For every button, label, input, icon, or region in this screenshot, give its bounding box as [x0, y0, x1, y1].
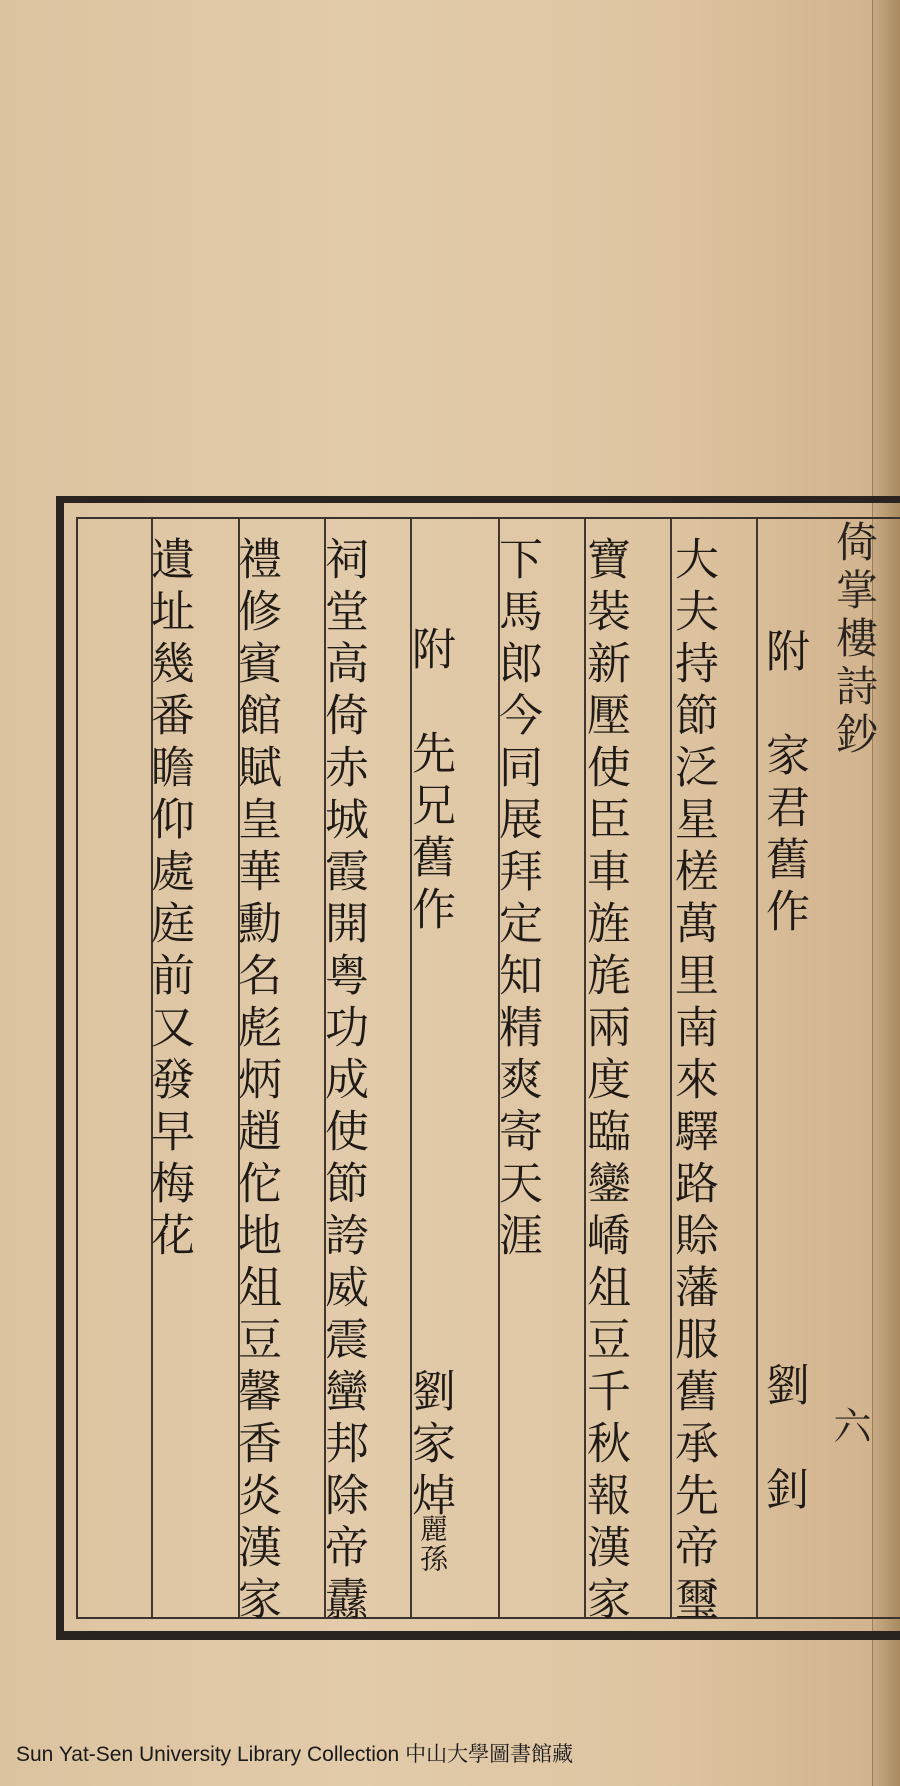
column-poem-line: 禮修賓館賦皇華勳名彪炳趙佗地俎豆馨香炎漢家: [230, 536, 281, 1628]
column-poem-line: 遺址幾番瞻仰處庭前又發早梅花: [143, 536, 194, 1264]
column-author-2-courtesy: 麗孫: [416, 1514, 449, 1574]
edge-title: 倚掌樓詩鈔: [830, 520, 879, 760]
column-poem-line: 下馬郎今同展拜定知精爽寄天涯: [491, 536, 542, 1264]
column-attribution-2: 附 先兄舊作: [404, 626, 455, 938]
column-author-1: 劉 釗: [758, 1362, 809, 1518]
collection-footer: Sun Yat-Sen University Library Collection 中山大學圖書館藏: [16, 1743, 574, 1766]
column-poem-line: 寶裝新壓使臣車旌旄兩度臨鑾嶠俎豆千秋報漢家: [579, 536, 630, 1628]
page-number: 六: [827, 1406, 871, 1444]
column-poem-line: 祠堂高倚赤城霞開粤功成使節誇威震蠻邦除帝纛: [317, 536, 368, 1628]
column-author-2: 劉家焯: [404, 1368, 455, 1524]
column-attribution-1: 附 家君舊作: [758, 628, 809, 940]
column-poem-line: 大夫持節泛星槎萬里南來驛路賒藩服舊承先帝璽: [667, 536, 718, 1628]
